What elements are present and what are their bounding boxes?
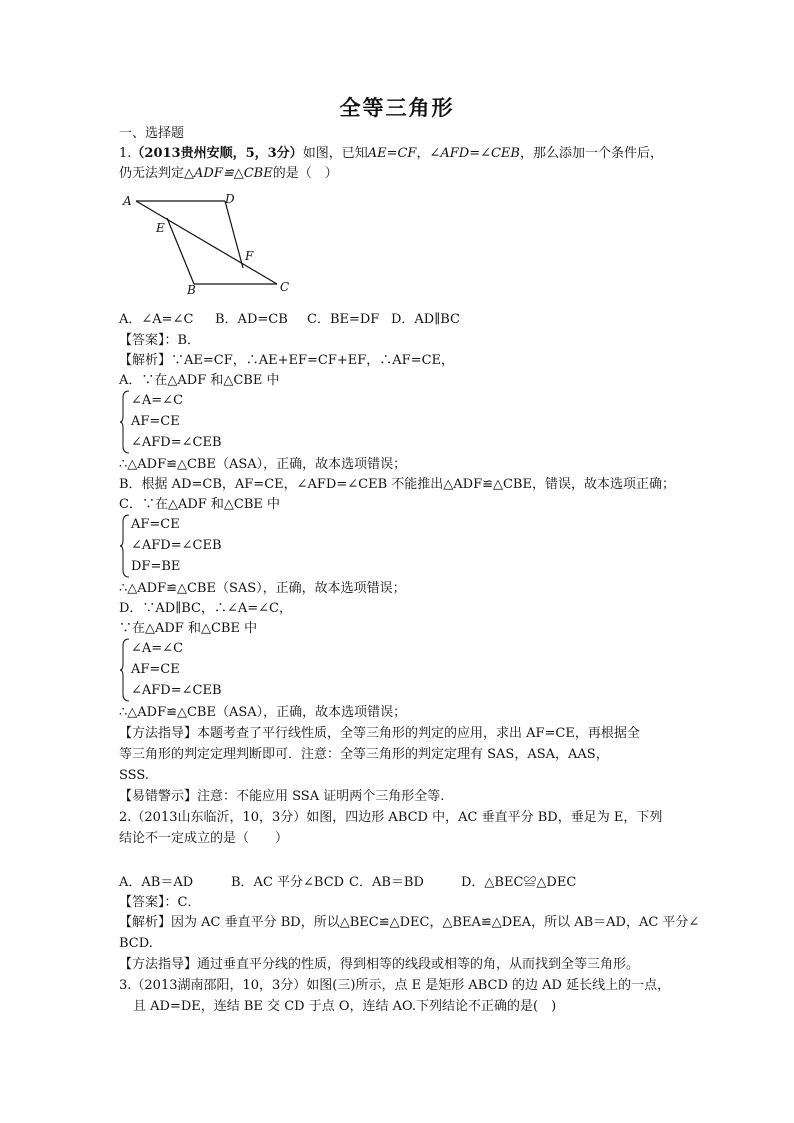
q1-case-a-line: AF=CE <box>131 414 180 429</box>
q2-method: 【方法指导】通过垂直平分线的性质，得到相等的线段或相等的角，从而找到全等三角形。 <box>119 957 640 972</box>
q1-case-d-conclusion: ∴△ADF≌△CBE（ASA），正确，故本选项错误； <box>119 705 407 720</box>
q1-case-c-line: ∠AFD=∠CEB <box>131 538 222 553</box>
q1-sep: ， <box>416 146 430 161</box>
q1-answer: 【答案】：B． <box>119 333 201 348</box>
q1-stem-line2-b: 的是（ ） <box>272 166 338 181</box>
label-c: C <box>280 280 290 294</box>
q1-case-a-conclusion: ∴△ADF≌△CBE（ASA），正确，故本选项错误； <box>119 457 407 472</box>
q1-case-b: B．根据 AD=CB，AF=CE，∠AFD=∠CEB 不能推出△ADF≌△CBE，错误，故本选项正确； <box>119 477 675 492</box>
q1-case-a-line: ∠A=∠C <box>131 393 184 408</box>
q3-stem-line1: 3.（2013湖南邵阳，10，3分）如图(三)所示，点 E 是矩形 ABCD 的边 AD 延长线上的一点， <box>119 978 671 993</box>
q1-case-a-line: ∠AFD=∠CEB <box>131 435 222 450</box>
section-heading: 一、选择题 <box>119 126 185 141</box>
q1-option-b: B．AD=CB <box>215 312 288 327</box>
q1-option-d: D．AD∥BC <box>391 312 460 327</box>
q1-case-c-line: DF=BE <box>131 559 181 574</box>
label-e: E <box>156 221 165 235</box>
q1-stem-line2-a: 仍无法判定 <box>119 166 185 181</box>
q1-case-d-head: D．∵AD∥BC，∴∠A=∠C， <box>119 601 292 616</box>
q2-answer: 【答案】：C． <box>119 895 201 910</box>
q1-stem-line2 <box>119 164 679 184</box>
brace-icon <box>119 638 131 702</box>
q1-options <box>119 310 679 330</box>
q1-case-d-head2: ∵在△ADF 和△CBE 中 <box>119 621 258 636</box>
q3-stem-line2: 且 AD=DE，连结 BE 交 CD 于点 O，连结 AO.下列结论不正确的是( ) <box>133 999 557 1014</box>
q1-case-c-line: AF=CE <box>131 517 180 532</box>
q1-case-d-line: ∠A=∠C <box>131 641 184 656</box>
q1-method-line2: 等三角形的判定定理判断即可．注意：全等三角形的判定定理有 SAS，ASA，AAS， <box>119 747 609 762</box>
q2-options <box>119 873 679 893</box>
label-d: D <box>225 192 235 206</box>
q1-angle-eq: ∠AFD=∠CEB <box>429 146 520 161</box>
q1-stem-tail: ，那么添加一个条件后， <box>519 146 663 161</box>
segment-df <box>225 201 243 268</box>
label-b: B <box>187 283 196 297</box>
q1-method-line1: 【方法指导】本题考查了平行线性质，全等三角形的判定的应用，求出 AF=CE，再根据全 <box>119 726 640 741</box>
q1-option-c: C．BE=DF <box>307 312 380 327</box>
q1-ae-cf: AE=CF <box>367 146 417 161</box>
label-a: A <box>123 194 132 208</box>
q1-stem-line1 <box>119 144 679 164</box>
brace-icon <box>119 390 131 454</box>
segment-eb <box>167 218 194 284</box>
q1-method-line3: SSS. <box>119 768 149 783</box>
q1-case-d-line: ∠AFD=∠CEB <box>131 683 222 698</box>
q2-option-a: A．AB＝AD <box>119 875 194 890</box>
q2-stem-line2: 结论不一定成立的是（ ） <box>119 831 289 846</box>
page-title: 全等三角形 <box>339 96 455 120</box>
q2-stem-line1: 2.（2013山东临沂，10，3分）如图，四边形 ABCD 中，AC 垂直平分 BD，垂足为 E，下列 <box>119 810 663 825</box>
q1-case-c-conclusion: ∴△ADF≌△CBE（SAS），正确，故本选项错误； <box>119 581 406 596</box>
q1-stem-text: 如图，已知 <box>302 146 368 161</box>
brace-icon <box>119 514 131 578</box>
q1-case-c-head: C．∵在△ADF 和△CBE 中 <box>119 497 281 512</box>
q2-option-c: C．AB＝BD <box>349 875 424 890</box>
segment-ac <box>136 201 277 284</box>
q2-analysis-line1: 【解析】因为 AC 垂直平分 BD，所以△BEC≌△DEC，△BEA≌△DEA，所以 AB＝AD，AC 平分∠ <box>119 915 700 930</box>
q1-figure <box>119 190 319 300</box>
label-f: F <box>245 249 254 263</box>
q1-warning: 【易错警示】注意：不能应用 SSA 证明两个三角形全等. <box>119 789 445 804</box>
q1-number: 1. <box>119 146 132 161</box>
q1-option-a: A．∠A=∠C <box>119 312 194 327</box>
q2-option-d: D．△BEC≌△DEC <box>461 875 577 890</box>
q2-option-b: B．AC 平分∠BCD <box>231 875 345 890</box>
q1-case-d-line: AF=CE <box>131 662 180 677</box>
q2-analysis-line2: BCD. <box>119 936 153 951</box>
q1-analysis: 【解析】∵AE=CF，∴AE+EF=CF+EF，∴AF=CE， <box>119 353 455 368</box>
q1-source: （2013贵州安顺，5，3分） <box>131 146 303 161</box>
q1-triangles: △ADF≌△CBE <box>184 166 273 181</box>
q1-case-a-head: A．∵在△ADF 和△CBE 中 <box>119 373 280 388</box>
